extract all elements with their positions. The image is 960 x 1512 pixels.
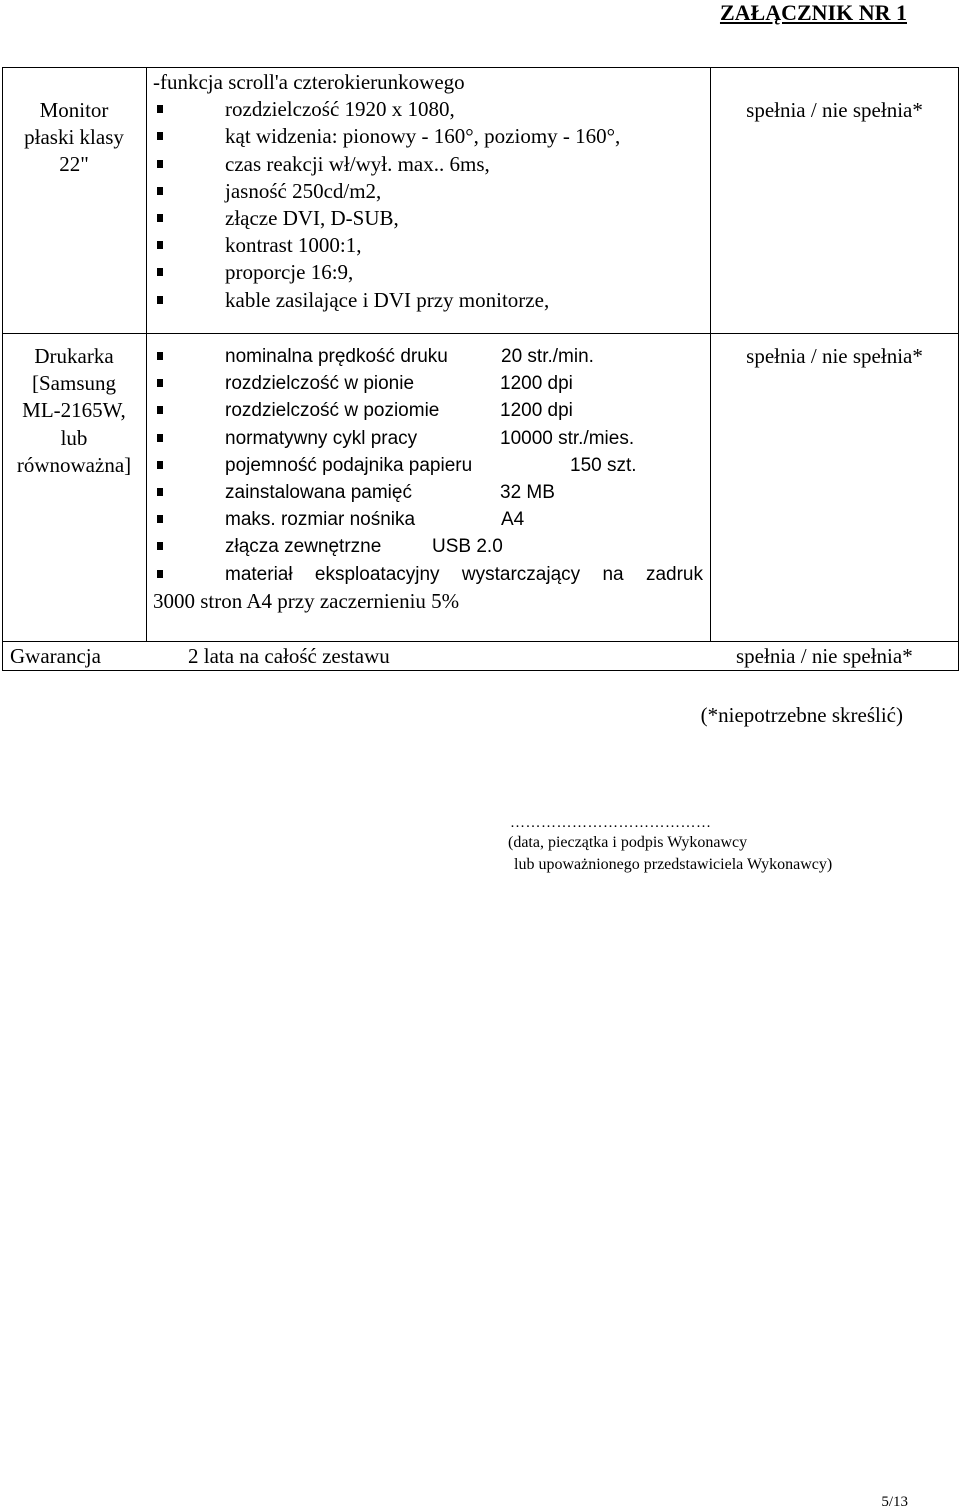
label-line: Monitor [39, 98, 109, 122]
spec-list-item: kable zasilające i DVI przy monitorze, [153, 287, 708, 314]
label-line: płaski klasy [24, 125, 124, 150]
spec-name: zainstalowana pamięć [225, 482, 412, 504]
table-row-warranty-text: 2 lata na całość zestawu [188, 644, 390, 668]
spec-list-item: czas reakcji wł/wył. max.. 6ms, [153, 151, 708, 178]
spec-list-item: rozdzielczość 1920 x 1080, [153, 96, 708, 123]
spec-value: USB 2.0 [432, 536, 503, 558]
spec-justified-line [225, 561, 703, 588]
spec-list-item [153, 452, 708, 479]
table-row-printer-spec [153, 343, 708, 615]
table-column-divider [146, 67, 147, 642]
signature-dotted-line: ………………………………… [510, 815, 712, 831]
table-row-warranty-label: Gwarancja [10, 644, 101, 668]
label-line: lub [60, 425, 88, 450]
label-line: Drukarka [34, 344, 114, 368]
table-border-right [958, 67, 959, 671]
spec-name: maks. rozmiar nośnika [225, 509, 416, 531]
spec-list-item: jasność 250cd/m2, [153, 178, 708, 205]
table-row-printer-status: spełnia / nie spełnia* [746, 344, 923, 368]
signature-caption-line: lub upoważnionego przedstawiciela Wykonawcy) [514, 856, 833, 873]
spec-word: eksploatacyjny [314, 563, 440, 585]
spec-value: 10000 str./mies. [500, 427, 635, 449]
spec-list-item [153, 506, 708, 533]
spec-value: A4 [501, 509, 525, 531]
signature-caption-line: (data, pieczątka i podpis Wykonawcy [508, 834, 748, 851]
spec-list-item [153, 533, 708, 560]
spec-value: 20 str./min. [501, 346, 594, 367]
table-row-warranty-status: spełnia / nie spełnia* [736, 644, 913, 668]
spec-name: rozdzielczość w pionie [225, 373, 415, 395]
table-row-monitor-spec [153, 69, 708, 314]
label-line: 22" [59, 152, 89, 177]
spec-list-item [153, 479, 708, 506]
spec-name: normatywny cykl pracy [225, 427, 418, 449]
spec-name: nominalna prędkość druku [225, 346, 448, 367]
spec-list-item [153, 561, 708, 588]
label-line: równoważna] [16, 452, 132, 477]
spec-word: zadruk [645, 563, 703, 585]
footnote: (*niepotrzebne skreślić) [700, 703, 903, 727]
spec-list-item: kontrast 1000:1, [153, 232, 708, 259]
spec-item-continuation: 3000 stron A4 przy zaczernieniu 5% [153, 588, 460, 613]
spec-list-item [153, 343, 708, 370]
spec-list-item: proporcje 16:9, [153, 259, 708, 286]
spec-intro: -funkcja scroll'a czterokierunkowego [153, 70, 465, 94]
table-row-monitor-label [2, 97, 146, 179]
spec-list-item [153, 397, 708, 424]
spec-word: na [602, 563, 624, 585]
page-number: 5/13 [881, 1494, 908, 1510]
spec-name: rozdzielczość w poziomie [225, 400, 440, 422]
spec-name: złącza zewnętrzne [225, 536, 382, 558]
spec-value: 150 szt. [570, 454, 637, 476]
spec-name: pojemność podajnika papieru [225, 454, 473, 476]
table-row-monitor-status: spełnia / nie spełnia* [746, 98, 923, 122]
spec-list-item [153, 425, 708, 452]
label-line: [Samsung [32, 371, 116, 396]
label-line: ML-2165W, [22, 398, 126, 423]
signature-caption [508, 832, 832, 876]
spec-value: 32 MB [500, 482, 555, 504]
spec-list-item: złącze DVI, D-SUB, [153, 205, 708, 232]
table-row-printer-label [2, 343, 146, 479]
spec-word: wystarczający [461, 563, 581, 585]
document-heading: ZAŁĄCZNIK NR 1 [719, 0, 907, 25]
spec-list-item [153, 370, 708, 397]
spec-word: materiał [225, 563, 293, 585]
spec-list-item: kąt widzenia: pionowy - 160°, poziomy - 160°, [153, 123, 708, 150]
spec-value: 1200 dpi [500, 373, 573, 395]
spec-value: 1200 dpi [500, 400, 573, 422]
